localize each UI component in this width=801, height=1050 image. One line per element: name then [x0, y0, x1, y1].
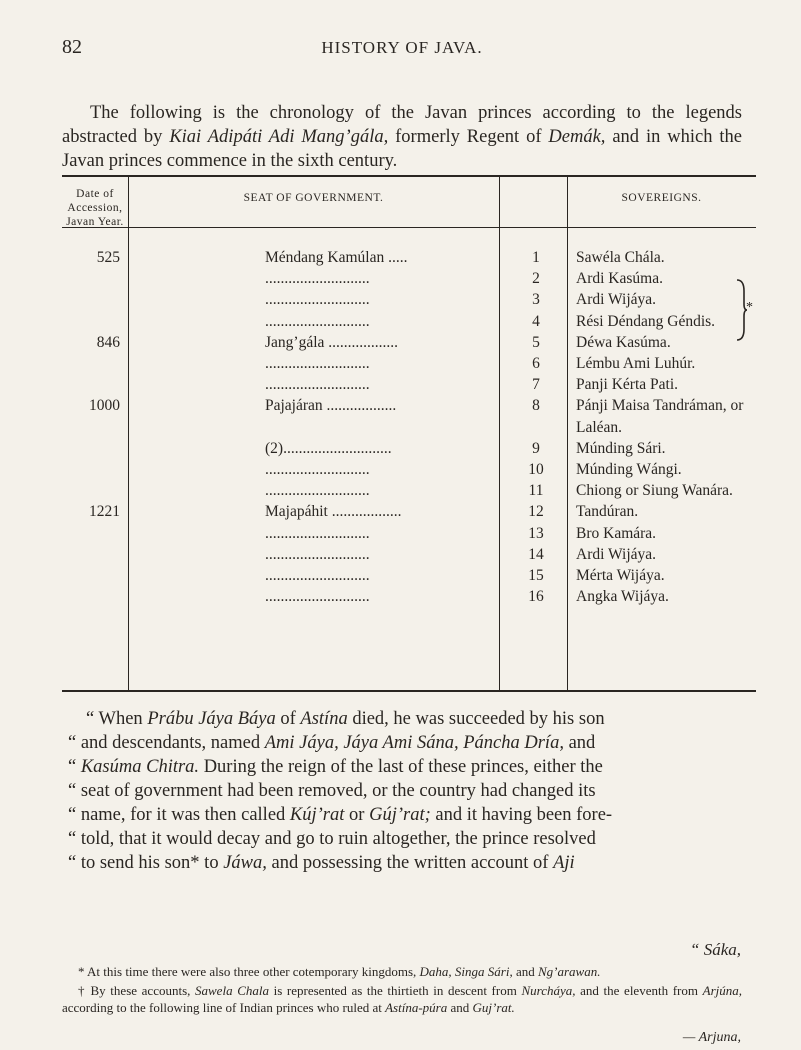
- footnote-1: [62, 963, 742, 980]
- table-row: [62, 291, 756, 312]
- quote-italic: Astína: [300, 709, 348, 729]
- sovereign-cell: Ardi Kasúma.: [576, 270, 663, 288]
- number-cell: 6: [532, 355, 540, 372]
- table-row: [62, 546, 756, 567]
- number-cell: 1: [532, 249, 540, 266]
- quote-text: During the reign of the last of these princes, either the: [199, 757, 603, 777]
- quote-line: [62, 707, 742, 731]
- number-cell: 8: [532, 397, 540, 415]
- quote-text: of: [275, 709, 301, 729]
- year-cell: 525: [96, 249, 120, 266]
- table-row: [62, 440, 756, 461]
- sovereign-cell: Panji Kérta Pati.: [576, 376, 679, 394]
- footnote-2: [62, 982, 742, 1016]
- table-bottom-rule: [62, 690, 756, 692]
- sovereign-cell: Mérta Wijáya.: [576, 567, 665, 584]
- footnote-catchword: — Arjuna,: [682, 1030, 741, 1045]
- table-row: [62, 376, 756, 397]
- quote-line: [62, 851, 742, 875]
- quote-line: “ seat of government had been removed, or the country had changed its: [68, 781, 596, 801]
- footnote-italic: Guj’rat.: [472, 1000, 515, 1015]
- number-cell: 9: [532, 439, 540, 457]
- sovereign-cell: Chiong or Siung Wanára.: [576, 482, 733, 500]
- footnote-italic: Nurcháya,: [521, 983, 576, 998]
- page-number: 82: [62, 36, 82, 58]
- number-cell: 7: [532, 376, 540, 394]
- number-cell: 2: [532, 270, 540, 288]
- quote-text: died, he was succeeded by his son: [347, 709, 605, 729]
- footnote-text: and the eleventh from: [575, 983, 703, 998]
- number-cell: 15: [528, 567, 544, 584]
- number-cell: 10: [528, 461, 544, 478]
- seat-cell: ...........................: [265, 588, 370, 606]
- quote-text: “: [68, 757, 81, 777]
- column-header-date-line-1: Date of Accession,: [67, 188, 123, 214]
- number-cell: 16: [528, 588, 544, 606]
- sovereign-cell: Angka Wijáya.: [576, 588, 669, 606]
- table-row: [62, 270, 756, 291]
- table-header-rule: [62, 227, 756, 228]
- intro-name: Kiai Adipáti Adi Mang’gála,: [169, 127, 389, 147]
- table-row: [62, 503, 756, 524]
- intro-text-1: The following is the chronology of the Javan princes according to the legends abstracted by: [62, 103, 742, 147]
- quote-text: “ name, for it was then called: [68, 805, 290, 825]
- quote-line: “ told, that it would decay and go to ruin altogether, the prince resolved: [68, 829, 596, 849]
- column-header-date: [62, 187, 128, 229]
- column-header-sovereigns: SOVEREIGNS.: [621, 192, 702, 204]
- quote-text: and possessing the written account of: [266, 853, 554, 873]
- year-cell: 1221: [89, 503, 120, 521]
- table-row: [62, 313, 756, 334]
- seat-cell: ...........................: [265, 376, 370, 394]
- quote-italic: Kasúma Chitra.: [80, 757, 200, 777]
- footnote-text: and: [447, 1000, 473, 1015]
- number-cell: 13: [528, 524, 544, 542]
- seat-cell: ...........................: [265, 524, 370, 542]
- table-top-rule: [62, 175, 756, 177]
- number-cell: 12: [528, 503, 544, 521]
- footnote-text: and: [512, 964, 538, 979]
- number-cell: 4: [532, 312, 540, 330]
- table-row: [62, 355, 756, 376]
- column-header-seat: SEAT OF GOVERNMENT.: [243, 192, 384, 204]
- sovereign-cell: Tandúran.: [576, 503, 639, 521]
- footnote-text: is represented as the thirtieth in descent from: [268, 983, 522, 998]
- table-row: [62, 461, 756, 482]
- quote-line: [62, 731, 742, 755]
- quote-text: or: [344, 805, 370, 825]
- quote-text: “ and descendants, named: [68, 733, 265, 753]
- seat-cell: Majapáhit ..................: [265, 503, 402, 521]
- quote-italic: Ami Jáya, Jáya Ami Sána, Páncha Dría,: [264, 733, 564, 753]
- quote-text: “ to send his son* to: [68, 853, 224, 873]
- table-row: [62, 334, 756, 355]
- seat-cell: Jang’gála ..................: [265, 333, 399, 351]
- table-row: [62, 249, 756, 270]
- intro-text-2: formerly Regent of: [388, 127, 549, 147]
- seat-cell: Pajajáran ..................: [265, 397, 397, 415]
- quote-line: [62, 755, 742, 779]
- quote-italic: Kúj’rat: [289, 805, 345, 825]
- footnote-italic: Arjúna,: [702, 983, 742, 998]
- sovereign-cell: Lémbu Ami Luhúr.: [576, 355, 696, 372]
- seat-cell: Méndang Kamúlan .....: [265, 249, 408, 266]
- quote-italic: Gúj’rat;: [369, 805, 431, 825]
- number-cell: 11: [528, 482, 544, 500]
- seat-cell: (2)............................: [265, 439, 392, 457]
- sovereign-cell: Ardi Wijáya.: [576, 545, 657, 563]
- seat-cell: ...........................: [265, 270, 370, 288]
- table-row: [62, 588, 756, 609]
- sovereign-cell: Ardi Wijáya.: [576, 291, 657, 309]
- sovereign-cell: Rési Déndang Géndis.: [576, 312, 716, 330]
- quoted-passage: [62, 707, 742, 875]
- sovereign-cell: Pánji Maisa Tandráman, or: [576, 397, 744, 415]
- sovereign-cell: Laléan.: [576, 418, 623, 436]
- table-row: [62, 419, 756, 440]
- number-cell: 3: [532, 291, 540, 309]
- sovereign-cell: Bro Kamára.: [576, 524, 657, 542]
- running-title: HISTORY OF JAVA.: [321, 38, 483, 57]
- footnote-text: according to the following line of Indian princes who ruled at: [62, 1000, 386, 1015]
- seat-cell: ...........................: [265, 355, 370, 372]
- quote-line: [62, 803, 742, 827]
- table-row: [62, 397, 756, 418]
- footnote-italic: Daha, Singa Sári,: [419, 964, 513, 979]
- seat-cell: ...........................: [265, 291, 370, 309]
- footnote-italic: Sawela Chala: [195, 983, 269, 998]
- intro-text-3: and in which the Javan princes commence in the sixth century.: [62, 127, 742, 171]
- footnote-text: † By these accounts,: [78, 983, 196, 998]
- seat-cell: ...........................: [265, 545, 370, 563]
- intro-paragraph: [62, 101, 742, 173]
- sovereign-cell: Múnding Sári.: [576, 439, 666, 457]
- seat-cell: ...........................: [265, 567, 370, 584]
- quote-text: and it having been fore-: [430, 805, 613, 825]
- seat-cell: ...........................: [265, 312, 370, 330]
- quote-italic: Prábu Jáya Báya: [147, 709, 276, 729]
- sovereign-cell: Déwa Kasúma.: [576, 333, 671, 351]
- column-header-date-line-2: Javan Year.: [66, 216, 124, 228]
- sovereign-cell: Múnding Wángi.: [576, 461, 682, 478]
- quote-text: “ When: [86, 709, 148, 729]
- footnote-italic: Astína-púra: [385, 1000, 448, 1015]
- seat-cell: ...........................: [265, 461, 370, 478]
- chronology-table: [62, 175, 756, 692]
- quote-italic: Jáwa,: [223, 853, 267, 873]
- footnotes: [62, 963, 742, 1018]
- brace-footnote-mark: *: [746, 300, 753, 315]
- year-cell: 846: [96, 333, 120, 351]
- sovereign-cell: Sawéla Chála.: [576, 249, 665, 266]
- year-cell: 1000: [89, 397, 120, 415]
- quote-italic: Aji: [553, 853, 575, 873]
- footnote-italic: Ng’arawan.: [537, 964, 601, 979]
- table-row: [62, 567, 756, 588]
- seat-cell: ...........................: [265, 482, 370, 500]
- page-header: [62, 36, 742, 66]
- number-cell: 14: [528, 545, 544, 563]
- intro-place: Demák,: [548, 127, 606, 147]
- table-row: [62, 525, 756, 546]
- number-cell: 5: [532, 333, 540, 351]
- table-row: [62, 482, 756, 503]
- footnote-text: * At this time there were also three other cotemporary kingdoms,: [78, 964, 420, 979]
- quote-catchword: “ Sáka,: [690, 940, 741, 959]
- quote-text: and: [563, 733, 596, 753]
